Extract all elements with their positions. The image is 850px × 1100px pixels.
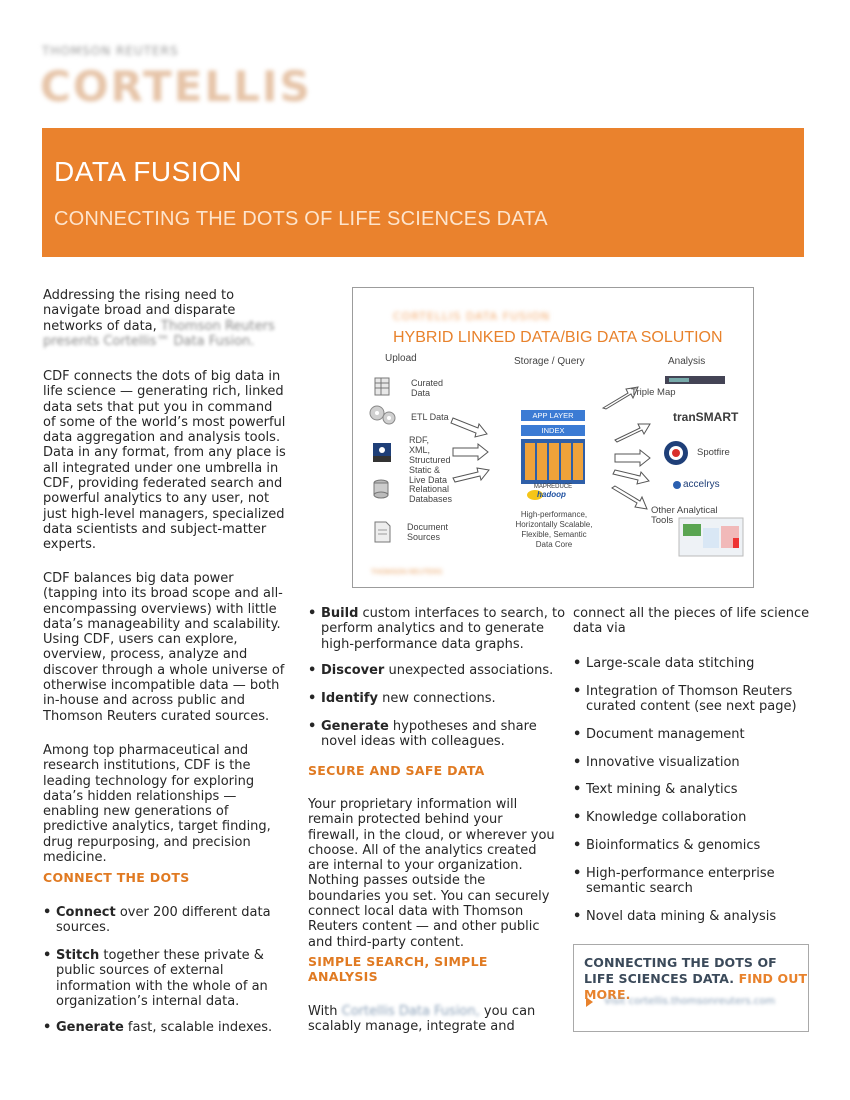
list-item: • Generate hypotheses and share novel ideas with colleagues.: [308, 719, 537, 750]
architecture-diagram: [352, 287, 754, 588]
triple-map-screenshot-icon: [665, 376, 725, 384]
column-analysis: Analysis: [668, 356, 706, 367]
list-item: • Novel data mining & analysis: [573, 909, 777, 924]
list-item: • Bioinformatics & genomics: [573, 838, 761, 853]
paragraph-with-cdf: [308, 1004, 553, 1035]
heading-connect-the-dots: CONNECT THE DOTS: [43, 870, 190, 885]
paragraph-cdf-balances: CDF balances big data power (tapping into its broad scope and all-encompassing overviews) with little data’s manageability and scalability. Using CDF, users can explore, overview, process, analyze and discover through a whole universe of otherwise incompatible data — both in-house and across public and Thomson Reuters curated sources.: [43, 571, 285, 724]
intro-blurred-text: Thomson Reuters presents Cortellis™ Data Fusion.: [43, 318, 275, 349]
list-item: • Knowledge collaboration: [573, 810, 747, 825]
list-item: • Innovative visualization: [573, 755, 740, 770]
heading-simple-search: SIMPLE SEARCH, SIMPLE ANALYSIS: [308, 954, 488, 984]
with-text: With: [308, 1004, 342, 1019]
source-relational-databases: Relational Databases: [409, 484, 453, 504]
source-rdf-xml: RDF, XML, Structured Static & Live Data: [409, 435, 451, 485]
tool-other-analytical: Other Analytical Tools: [651, 505, 718, 526]
spreadsheet-icon: [375, 378, 389, 395]
list-item: • Text mining & analytics: [573, 782, 738, 797]
list-item: • Document management: [573, 727, 745, 742]
arrow-icon: [603, 387, 650, 509]
list-item: • Discover unexpected associations.: [308, 663, 554, 678]
document-icon: [375, 522, 390, 542]
source-document-sources: Document Sources: [407, 522, 449, 542]
list-item: • Identify new connections.: [308, 691, 496, 706]
tool-spotfire: Spotfire: [697, 447, 730, 458]
mapreduce-label: MAPREDUCE: [533, 484, 573, 490]
list-item: • Generate fast, scalable indexes.: [43, 1020, 273, 1035]
list-item: • Stitch together these private & public sources of external information with the whole of an organization’s internal data.: [43, 948, 268, 1009]
hadoop-label: hadoop: [537, 490, 566, 499]
intro-paragraph: [43, 288, 295, 349]
list-item: • Connect over 200 different data sources.: [43, 905, 271, 936]
find-out-more-box: [573, 944, 809, 1032]
source-etl-data: ETL Data: [411, 412, 449, 422]
gears-icon: [370, 406, 395, 424]
figure-footer-logo: THOMSON REUTERS: [371, 569, 443, 576]
page-title: DATA FUSION: [54, 156, 243, 187]
paragraph-cdf-connects: CDF connects the dots of big data in life science — generating rich, linked data sets that put you in command of some of the world’s most powerful data aggregation and analysis tools. Data in any format, from any place is all integrated under one umbrella in CDF, providing federated search and powerful analytics to any user, not just high-level managers, specialized data scientists and subject-matter experts.: [43, 369, 286, 553]
brand-company-name: THOMSON REUTERS: [42, 44, 179, 58]
figure-title: HYBRID LINKED DATA/BIG DATA SOLUTION: [393, 329, 723, 346]
find-out-more-link[interactable]: FIND OUT MORE.: [584, 971, 808, 1002]
with-text-end: you can scalably manage, integrate and: [308, 1004, 536, 1035]
source-curated-data: Curated Data: [411, 378, 444, 398]
paragraph-proprietary-info: Your proprietary information will remain protected behind your firewall, in the cloud, or wherever you choose. All of the analytics created are internal to your organization. Nothing passes outside the boundaries you set. You can securely connect local data with Thomson Reuters content — and other public and third-party content.: [308, 797, 555, 950]
arrow-icon: [451, 418, 489, 482]
list-item: • Integration of Thomson Reuters curated content (see next page): [573, 684, 797, 715]
heading-secure-safe-data: SECURE AND SAFE DATA: [308, 763, 485, 778]
list-item: • High-performance enterprise semantic search: [573, 866, 775, 897]
column-storage: Storage / Query: [514, 356, 585, 367]
core-caption: High-performance, Horizontally Scalable, Flexible, Semantic Data Core: [515, 510, 593, 549]
app-layer-label: APP LAYER: [532, 411, 574, 420]
database-icon: [374, 480, 388, 498]
tool-transmart: tranSMART: [673, 410, 739, 424]
paragraph-top-pharma: Among top pharmaceutical and research institutions, CDF is the leading technology for exploring data’s hidden relationships — enabling new generations of predictive analytics, target finding, drug repurposing, and precision medicine.: [43, 743, 271, 866]
play-arrow-icon: [586, 997, 593, 1007]
product-link[interactable]: Cortellis Data Fusion,: [341, 1004, 480, 1019]
brand-logo: CORTELLIS: [40, 62, 312, 111]
title-banner: [42, 128, 804, 257]
index-label: INDEX: [541, 426, 565, 435]
figure-blurred-title: CORTELLIS DATA FUSION: [393, 310, 551, 323]
page-subtitle: CONNECTING THE DOTS OF LIFE SCIENCES DATA: [54, 208, 548, 230]
list-item: • Build custom interfaces to search, to perform analytics and to generate high-performance data graphs.: [308, 606, 566, 652]
list-item: • Large-scale data stitching: [573, 656, 755, 671]
tool-accelrys: accelrys: [683, 479, 720, 490]
accelrys-logo-icon: [673, 481, 681, 489]
column-upload: Upload: [385, 353, 417, 364]
mapreduce-box: [521, 439, 585, 484]
spotfire-logo-icon: [664, 441, 688, 465]
website-link[interactable]: Visit cortellis.thomsonreuters.com: [604, 996, 776, 1007]
tool-triple-map: Triple Map: [631, 387, 676, 398]
intro-text: Addressing the rising need to navigate broad and disparate networks of data,: [43, 288, 236, 334]
rdf-icon: [373, 443, 391, 462]
paragraph-connect-pieces: connect all the pieces of life science data via: [573, 606, 810, 637]
cta-title-main: CONNECTING THE DOTS OF LIFE SCIENCES DATA.: [584, 955, 777, 986]
